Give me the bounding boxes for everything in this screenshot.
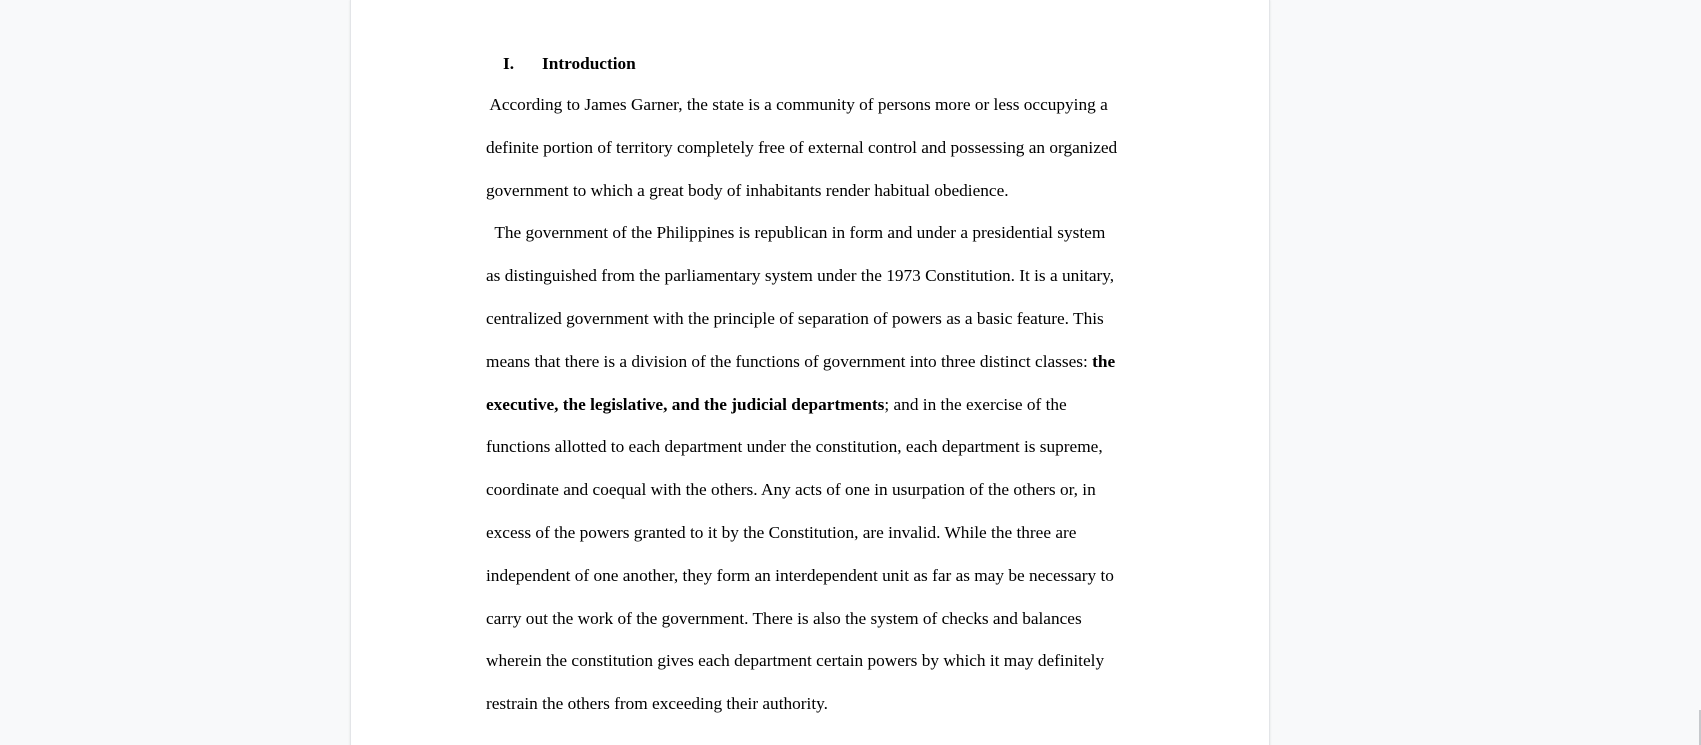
section-heading <box>486 44 1166 84</box>
text-line: wherein the constitution gives each department certain powers by which it may definitely <box>486 651 1105 671</box>
paragraph-definition-of-state <box>486 84 1166 212</box>
text-line <box>486 384 1166 427</box>
section-title: Introduction <box>542 54 636 73</box>
text-line: According to James Garner, the state is a community of persons more or less occupying a <box>486 95 1108 114</box>
text-run: means that there is a division of the functions of government into three distinct classes: <box>486 351 1093 371</box>
text-line: coordinate and coequal with the others. Any acts of one in usurpation of the others or, in <box>486 480 1096 500</box>
text-line: functions allotted to each department under the constitution, each department is supreme, <box>486 437 1103 457</box>
text-line: excess of the powers granted to it by the Constitution, are invalid. While the three are <box>486 522 1077 542</box>
text-line: independent of one another, they form an interdependent unit as far as may be necessary to <box>486 565 1114 585</box>
text-line: restrain the others from exceeding their authority. <box>486 694 828 714</box>
section-number: I. <box>503 54 515 73</box>
text-line: centralized government with the principle of separation of powers as a basic feature. This <box>486 308 1104 328</box>
text-line: definite portion of territory completely free of external control and possessing an organized <box>486 137 1118 157</box>
document-body[interactable] <box>486 44 1166 726</box>
text-line: The government of the Philippines is republican in form and under a presidential system <box>486 223 1106 243</box>
text-line <box>486 341 1166 384</box>
text-run: ; and in the exercise of the <box>884 394 1067 414</box>
bold-text-run: executive, the legislative, and the judicial departments <box>486 394 885 414</box>
text-line: government to which a great body of inhabitants render habitual obedience. <box>486 180 1009 200</box>
paragraph-philippine-government <box>486 212 1166 726</box>
text-line: as distinguished from the parliamentary system under the 1973 Constitution. It is a unitary, <box>486 266 1115 286</box>
document-page[interactable] <box>350 0 1270 745</box>
text-line: carry out the work of the government. There is also the system of checks and balances <box>486 608 1082 628</box>
bold-text-run: the <box>1092 351 1116 371</box>
